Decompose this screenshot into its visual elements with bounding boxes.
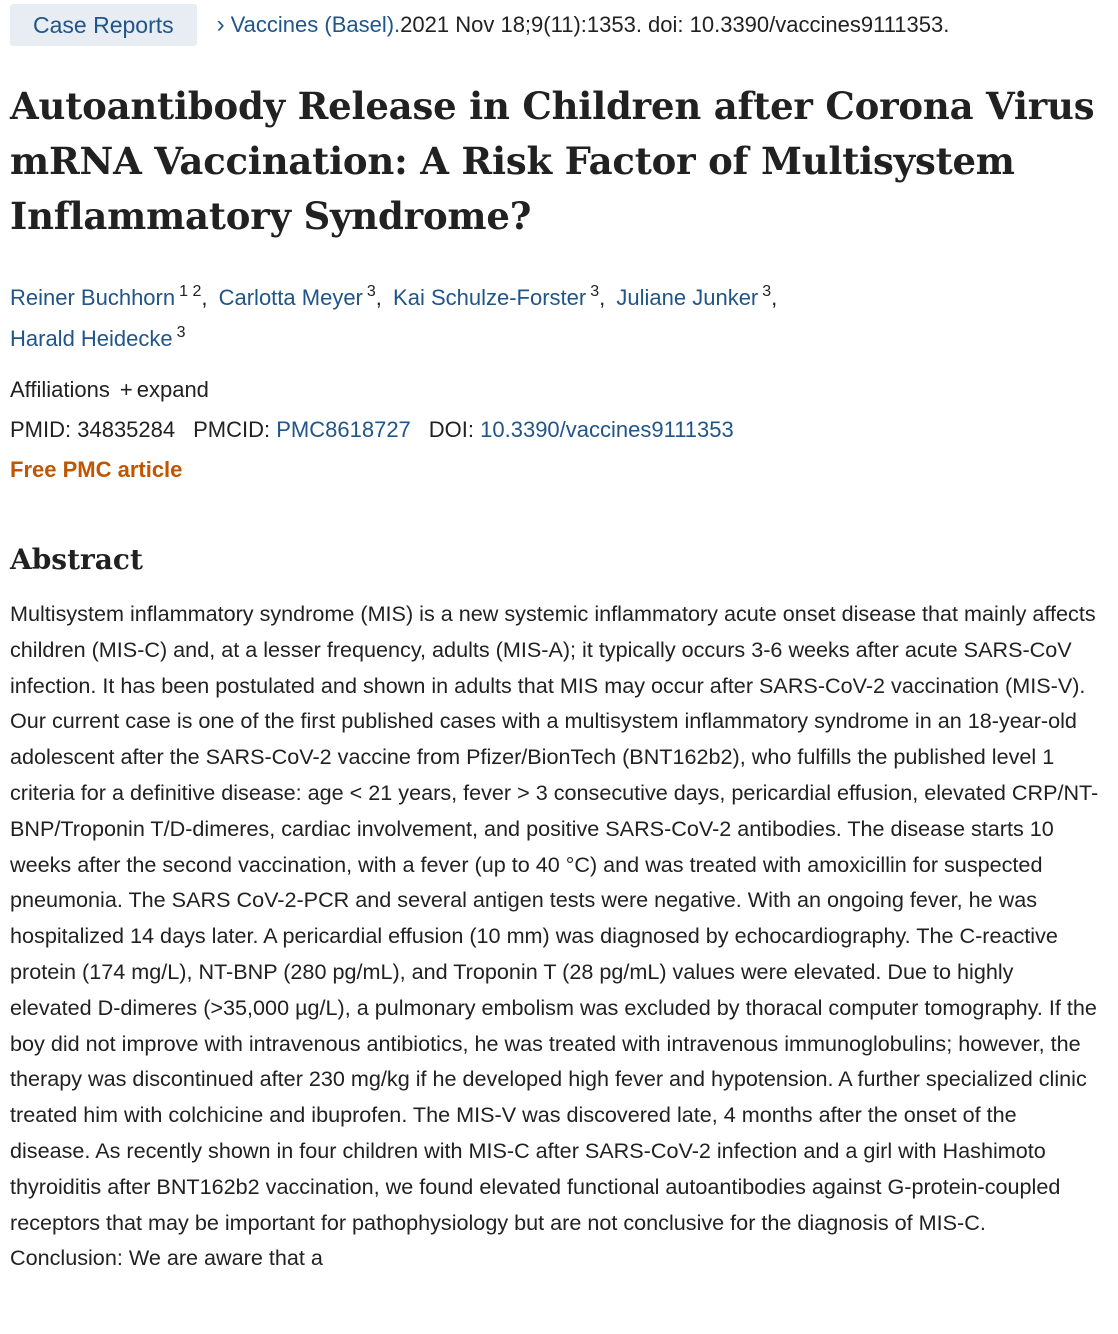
citation-text: 2021 Nov 18;9(11):1353. doi: 10.3390/vaccines9111353. [400,12,950,37]
affiliations-label: Affiliations [10,377,110,402]
author-affiliation-numbers[interactable]: 3 [590,283,600,300]
article-title: Autoantibody Release in Children after Corona Virus mRNA Vaccination: A Risk Factor of Multisystem Inflammatory Syndrome? [10,84,1095,238]
author-link[interactable]: Reiner Buchhorn [10,285,176,310]
author-affiliation-numbers[interactable]: 3 [762,283,772,300]
author-link[interactable]: Juliane Junker [616,285,759,310]
pmid-value: 34835284 [77,417,176,442]
free-pmc-article-label: Free PMC article [10,457,183,482]
author-link[interactable]: Kai Schulze-Forster [393,285,587,310]
affiliations-toggle[interactable] [10,374,1108,406]
chevron-right-icon: › [216,11,225,38]
publication-type-badge[interactable]: Case Reports [10,4,197,46]
pmid-label: PMID: [10,417,78,442]
pmcid-link[interactable]: PMC8618727 [276,417,411,442]
author-affiliation-numbers[interactable]: 3 [366,283,376,300]
pmcid-label: PMCID: [193,417,277,442]
expand-label[interactable]: expand [136,377,209,402]
authors-list: Reiner Buchhorn $^{1 2}$, Carlotta Meyer $^3$, Kai Schulze-Forster $^3$, Juliane Junker $^3$, Harald Heidecke $^3$ [10,283,778,351]
author-link[interactable]: Carlotta Meyer [218,285,363,310]
citation-bar [10,0,1108,50]
identifiers-row [10,414,1108,446]
doi-link[interactable]: 10.3390/vaccines9111353 [480,417,734,442]
author-affiliation-numbers[interactable]: 3 [176,324,186,341]
author-affiliation-numbers[interactable]: 1 2 [179,283,202,300]
plus-icon: + [119,377,133,402]
author-link[interactable]: Harald Heidecke [10,326,173,351]
doi-label: DOI: [428,417,481,442]
abstract-heading: Abstract [10,543,143,576]
abstract-text: Multisystem inflammatory syndrome (MIS) is a new systemic inflammatory acute onset disease that mainly affects children (MIS-C) and, at a lesser frequency, adults (MIS-A); it typically occurs 3-6 weeks after acute SARS-CoV infection. It has been postulated and shown in adults that MIS may occur after SARS-CoV-2 vaccination (MIS-V). Our current case is one of the first published cases with a multisystem inflammatory syndrome in an 18-year-old adolescent after the SARS-CoV-2 vaccine from Pfizer/BionTech (BNT162b2), who fulfills the published level 1 criteria for a definitive disease: age < 21 years, fever > 3 consecutive days, pericardial effusion, elevated CRP/NT-BNP/Troponin T/D-dimeres, cardiac involvement, and positive SARS-CoV-2 antibodies. The disease starts 10 weeks after the second vaccination, with a fever (up to 40 °C) and was treated with amoxicillin for suspected pneumonia. The SARS CoV-2-PCR and several antigen tests were negative. With an ongoing fever, he was hospitalized 14 days later. A pericardial effusion (10 mm) was diagnosed by echocardiography. The C-reactive protein (174 mg/L), NT-BNP (280 pg/mL), and Troponin T (28 pg/mL) values were elevated. Due to highly elevated D-dimeres (>35,000 µg/L), a pulmonary embolism was excluded by thoracal computer tomography. If the boy did not improve with intravenous antibiotics, he was treated with intravenous immunoglobulins; however, the therapy was discontinued after 230 mg/kg if he developed high fever and hypotension. A further specialized clinic treated him with colchicine and ibuprofen. The MIS-V was discovered late, 4 months after the onset of the disease. As recently shown in four children with MIS-C after SARS-CoV-2 infection and a girl with Hashimoto thyroiditis after BNT162b2 vaccination, we found elevated functional autoantibodies against G-protein-coupled receptors that may be important for pathophysiology but are not conclusive for the diagnosis of MIS-C. Conclusion: We are aware that a [10,601,1099,1271]
journal-link[interactable]: Vaccines (Basel). [230,12,401,37]
